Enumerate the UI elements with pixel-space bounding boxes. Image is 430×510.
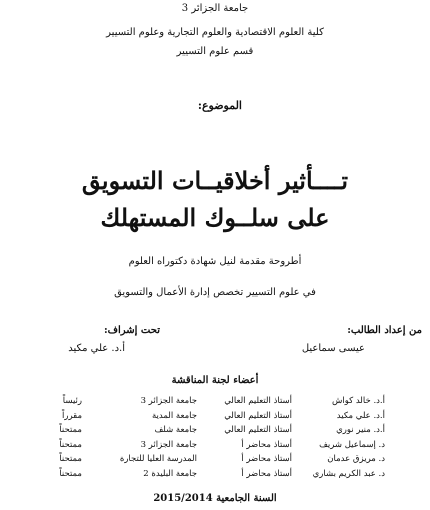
jury-member-rank: أستاذ التعليم العالي xyxy=(224,410,292,421)
jury-member-role: ممتحناً xyxy=(59,454,82,465)
jury-member-rank: أستاذ محاضر أ xyxy=(241,439,292,450)
thesis-title-line-2: على سلــوك المستهلك xyxy=(100,203,330,232)
jury-member-university: جامعة الجزائر 3 xyxy=(140,439,197,450)
jury-member-university: جامعة البليدة 2 xyxy=(143,468,197,479)
jury-member-name: د. عبد الكريم بشاري xyxy=(312,468,385,479)
table-row xyxy=(47,452,385,467)
table-row xyxy=(47,438,385,453)
table-row xyxy=(47,394,385,409)
jury-member-name: د. مريزق عدمان xyxy=(327,454,385,465)
prepared-by-label: من إعداد الطالب: xyxy=(347,325,422,336)
supervisor-name: أ.د. علي مكيد xyxy=(68,343,125,354)
jury-member-role: مقرراً xyxy=(61,410,82,421)
jury-member-role: رئيساً xyxy=(62,396,82,407)
table-row xyxy=(47,467,385,482)
academic-year xyxy=(0,493,430,504)
table-row xyxy=(47,409,385,424)
jury-member-rank: أستاذ محاضر أ xyxy=(241,468,292,479)
student-name: عيسى سماعيل xyxy=(301,343,365,354)
jury-title: أعضاء لجنة المناقشة xyxy=(171,375,259,386)
academic-year-label: السنة الجامعية xyxy=(216,493,277,504)
subject-label: الموضوع: xyxy=(197,99,242,112)
thesis-description-line-1: أطروحة مقدمة لنيل شهادة دكتوراه العلوم xyxy=(128,256,302,267)
jury-member-role: ممتحناً xyxy=(59,468,82,479)
jury-member-university: المدرسة العليا للتجارة xyxy=(119,454,197,465)
university-name: جامعة الجزائر 3 xyxy=(181,3,249,14)
thesis-description-line-2: في علوم التسيير تخصص إدارة الأعمال والتسويق xyxy=(114,287,316,298)
jury-member-name: أ.د. خالد كواش xyxy=(331,396,385,407)
jury-member-name: د. إسماعيل شريف xyxy=(319,439,385,450)
jury-table xyxy=(47,394,385,481)
jury-member-name: أ.د. منير نوري xyxy=(336,425,385,436)
table-row xyxy=(47,423,385,438)
jury-member-rank: أستاذ التعليم العالي xyxy=(224,396,292,407)
jury-member-university: جامعة المدية xyxy=(151,410,197,421)
department-name: قسم علوم التسيير xyxy=(176,46,254,57)
jury-member-university: جامعة الجزائر 3 xyxy=(140,396,197,407)
supervisor-label: تحت إشراف: xyxy=(103,325,160,336)
thesis-title-line-1: تــــأثير أخلاقيــات التسويق xyxy=(81,166,349,195)
jury-member-university: جامعة شلف xyxy=(154,425,197,436)
jury-member-role: ممتحناً xyxy=(59,439,82,450)
jury-member-role: ممتحناً xyxy=(59,425,82,436)
jury-member-rank: أستاذ محاضر أ xyxy=(241,454,292,465)
faculty-name: كلية العلوم الاقتصادية والعلوم التجارية وعلوم التسيير xyxy=(106,27,324,38)
jury-member-rank: أستاذ التعليم العالي xyxy=(224,425,292,436)
academic-year-value: 2015/2014 xyxy=(153,493,213,504)
jury-member-name: أ.د. علي مكيد xyxy=(336,410,385,421)
